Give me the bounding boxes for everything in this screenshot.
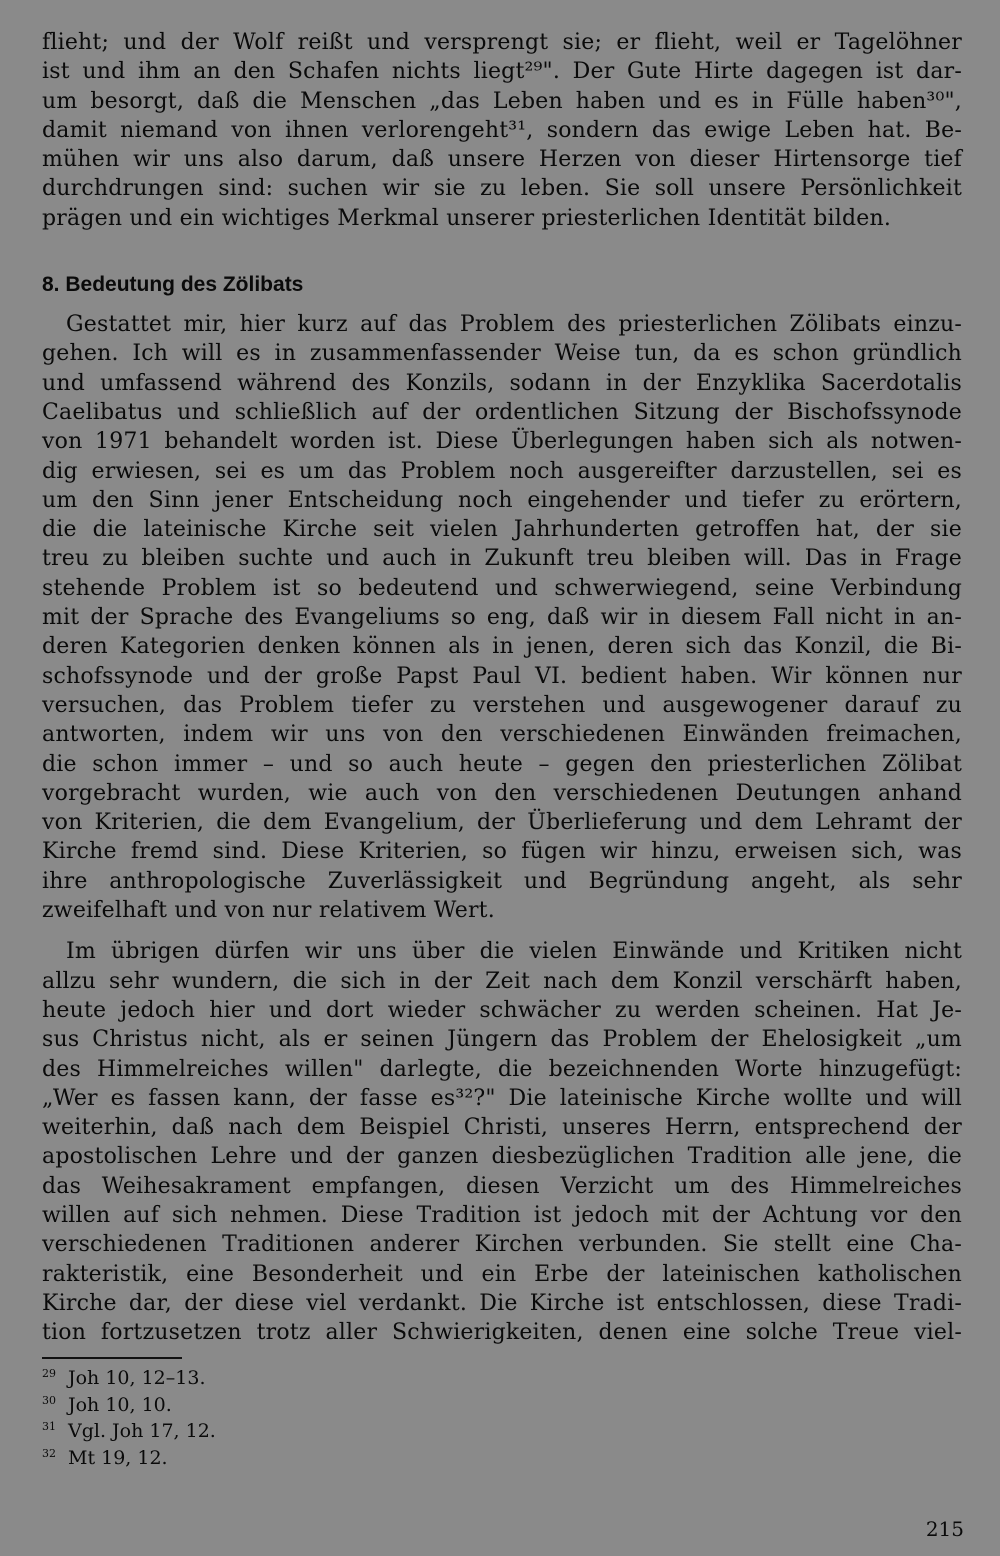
text-line: schofssynode und der große Papst Paul VI. bedient haben. Wir können nur xyxy=(42,663,962,689)
text-line: die die lateinische Kirche seit vielen Jahrhunderten getroffen hat, der sie xyxy=(42,517,962,543)
text-line: flieht; und der Wolf reißt und versprengt sie; er flieht, weil er Tagelöhner xyxy=(42,30,962,55)
footnote-text: Joh 10, 10. xyxy=(68,1393,172,1416)
text-line: das Weihesakrament empfangen, diesen Verzicht um des Himmelreiches xyxy=(42,1173,962,1199)
text-line: weiterhin, daß nach dem Beispiel Christi, unseres Herrn, entsprechend der xyxy=(42,1115,962,1141)
text-line: und umfassend während des Konzils, sodann in der Enzyklika Sacerdotalis xyxy=(42,370,962,396)
text-line: Im übrigen dürfen wir uns über die vielen Einwände und Kritiken nicht xyxy=(66,939,962,965)
section-heading: 8. Bedeutung des Zölibats xyxy=(42,273,304,297)
text-line: um den Sinn jener Entscheidung noch eingehender und tiefer zu erörtern, xyxy=(42,487,962,513)
text-line: um besorgt, daß die Menschen „das Leben haben und es in Fülle haben³⁰", xyxy=(42,88,962,114)
text-line: versuchen, das Problem tiefer zu verstehen und ausgewogener darauf zu xyxy=(42,692,962,718)
text-line: dig erwiesen, sei es um das Problem noch ausgereifter darzustellen, sei es xyxy=(42,458,962,484)
footnote: 30 Joh 10, 10. xyxy=(42,1393,172,1416)
paragraph-2 xyxy=(42,937,962,1347)
intro-paragraph xyxy=(42,28,962,233)
text-line: von Kriterien, die dem Evangelium, der Überlieferung und dem Lehramt der xyxy=(42,810,962,836)
text-line: deren Kategorien denken können als in jenen, deren sich das Konzil, die Bi- xyxy=(42,634,962,660)
text-line: von 1971 behandelt worden ist. Diese Überlegungen haben sich als notwen- xyxy=(42,429,962,455)
text-line: apostolischen Lehre und der ganzen diesbezüglichen Tradition alle jene, die xyxy=(42,1144,962,1170)
text-line: durchdrungen sind: suchen wir sie zu leben. Sie soll unsere Persönlichkeit xyxy=(42,176,962,202)
text-line: Kirche dar, der diese viel verdankt. Die Kirche ist entschlossen, diese Tradi- xyxy=(42,1290,962,1316)
text-line: zweifelhaft und von nur relativem Wert. xyxy=(42,898,495,924)
text-line: mit der Sprache des Evangeliums so eng, daß wir in diesem Fall nicht in an- xyxy=(42,605,962,631)
footnote: 32 Mt 19, 12. xyxy=(42,1446,168,1469)
text-line: „Wer es fassen kann, der fasse es³²?" Die lateinische Kirche wollte und will xyxy=(42,1085,962,1111)
page-content xyxy=(42,28,962,1471)
footnote-divider xyxy=(42,1357,182,1359)
text-line: Caelibatus und schließlich auf der ordentlichen Sitzung der Bischofssynode xyxy=(42,399,962,425)
text-line: heute jedoch hier und dort wieder schwächer zu werden scheinen. Hat Je- xyxy=(42,997,962,1023)
text-line: die schon immer – und so auch heute – gegen den priesterlichen Zölibat xyxy=(42,751,962,777)
text-line: stehende Problem ist so bedeutend und schwerwiegend, seine Verbindung xyxy=(42,575,962,601)
text-line: damit niemand von ihnen verlorengeht³¹, sondern das ewige Leben hat. Be- xyxy=(42,117,962,143)
footnote: 29 Joh 10, 12–13. xyxy=(42,1367,206,1390)
footnote: 31 Vgl. Joh 17, 12. xyxy=(42,1420,216,1443)
text-line: prägen und ein wichtiges Merkmal unserer priesterlichen Identität bilden. xyxy=(42,205,892,231)
page-number: 215 xyxy=(925,1517,964,1541)
text-line: ist und ihm an den Schafen nichts liegt²⁹". Der Gute Hirte dagegen ist dar- xyxy=(42,59,962,85)
text-line: antworten, indem wir uns von den verschiedenen Einwänden freimachen, xyxy=(42,722,962,748)
footnote-text: Vgl. Joh 17, 12. xyxy=(68,1420,216,1443)
text-line: Kirche fremd sind. Diese Kriterien, so fügen wir hinzu, erweisen sich, was xyxy=(42,839,962,865)
text-line: sus Christus nicht, als er seinen Jüngern das Problem der Ehelosigkeit „um xyxy=(42,1027,962,1053)
text-line: verschiedenen Traditionen anderer Kirchen verbunden. Sie stellt eine Cha- xyxy=(42,1232,962,1258)
footnote-text: Joh 10, 12–13. xyxy=(68,1367,206,1390)
text-line: tion fortzusetzen trotz aller Schwierigkeiten, denen eine solche Treue viel- xyxy=(42,1320,962,1346)
text-line: allzu sehr wundern, die sich in der Zeit nach dem Konzil verschärft haben, xyxy=(42,968,962,994)
text-line: mühen wir uns also darum, daß unsere Herzen von dieser Hirtensorge tief xyxy=(42,147,962,173)
text-line: treu zu bleiben suchte und auch in Zukunft treu bleiben will. Das in Frage xyxy=(42,546,962,572)
footnote-text: Mt 19, 12. xyxy=(68,1446,168,1469)
text-line: gehen. Ich will es in zusammenfassender Weise tun, da es schon gründlich xyxy=(42,341,962,367)
text-line: vorgebracht wurden, wie auch von den verschiedenen Deutungen anhand xyxy=(42,780,962,806)
paragraph-1 xyxy=(42,310,962,925)
text-line: willen auf sich nehmen. Diese Tradition ist jedoch mit der Achtung vor den xyxy=(42,1202,962,1228)
footnotes xyxy=(42,1365,962,1471)
text-line: rakteristik, eine Besonderheit und ein Erbe der lateinischen katholischen xyxy=(42,1261,962,1287)
text-line: des Himmelreiches willen" darlegte, die bezeichnenden Worte hinzugefügt: xyxy=(42,1056,962,1082)
text-line: ihre anthropologische Zuverlässigkeit und Begründung angeht, als sehr xyxy=(42,868,962,894)
text-line: Gestattet mir, hier kurz auf das Problem des priesterlichen Zölibats einzu- xyxy=(66,312,962,338)
